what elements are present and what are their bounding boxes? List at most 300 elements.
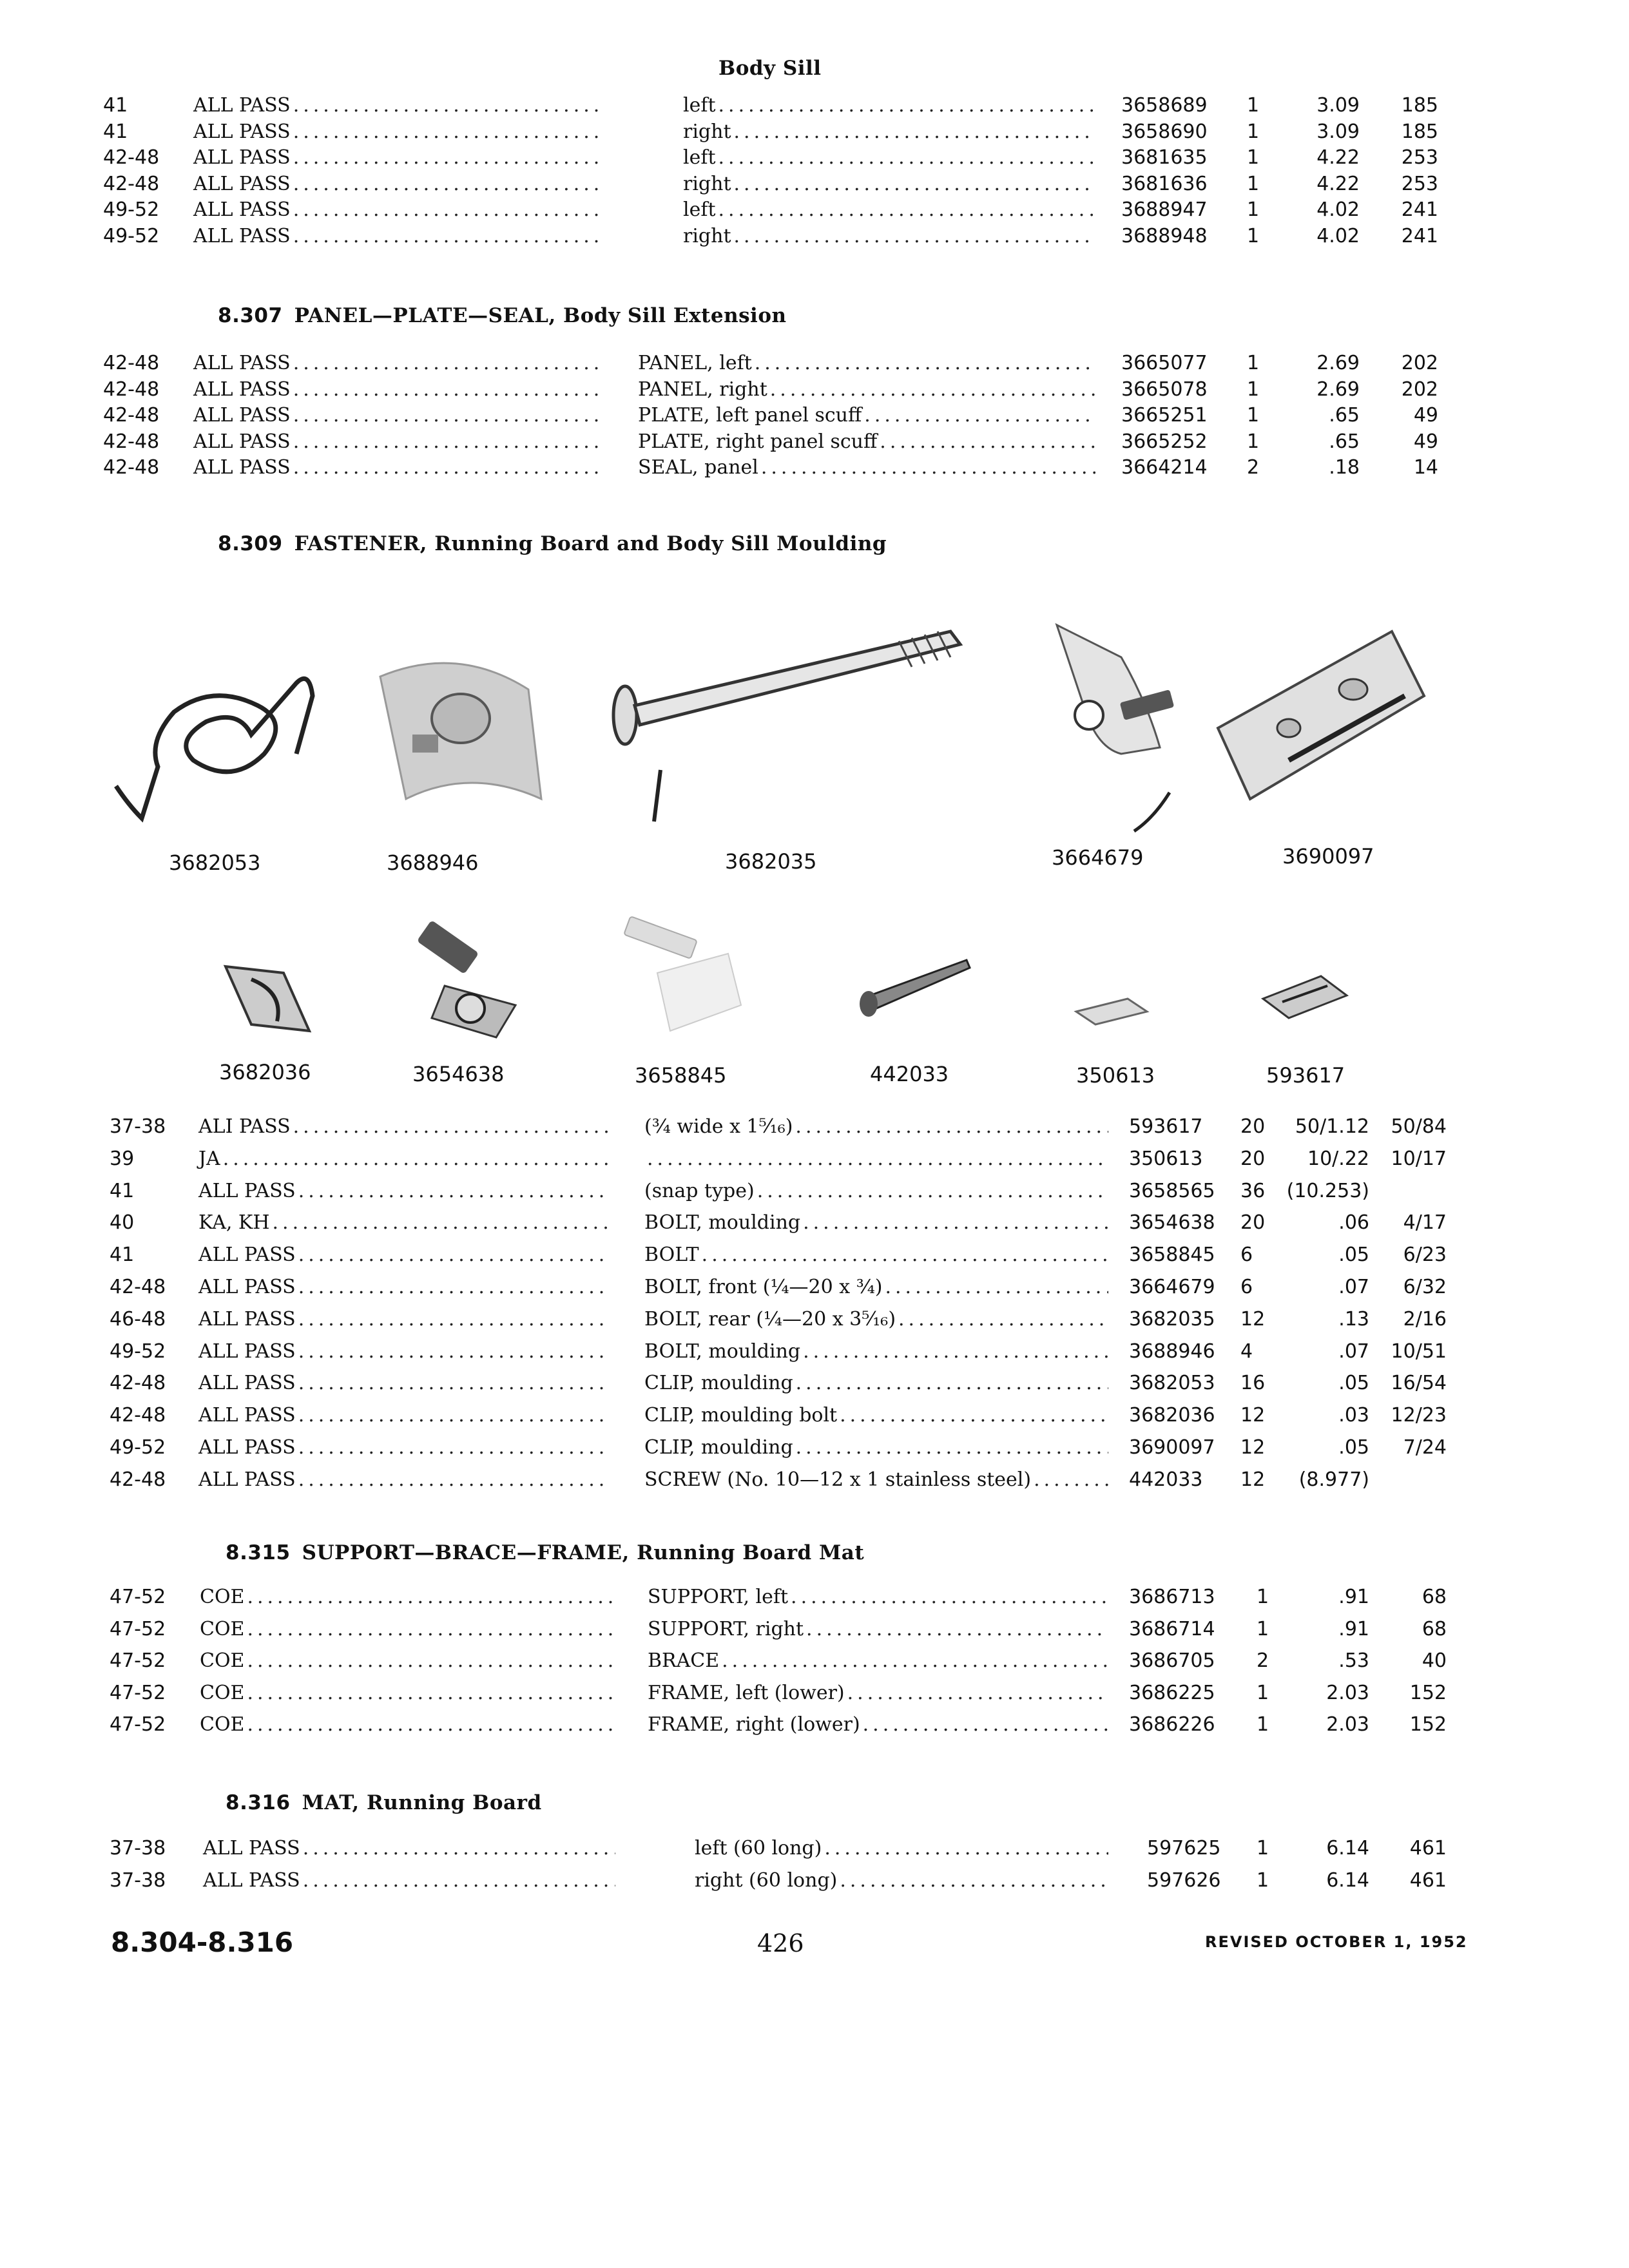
part-number-cell: 3681635 — [1121, 146, 1208, 169]
model-cell: COE — [200, 1586, 245, 1608]
leader-dots — [273, 1209, 609, 1236]
description-cell: BOLT, rear (¼—20 x 3⁵⁄₁₆) — [644, 1307, 896, 1331]
price-cell: .65 — [1329, 430, 1360, 453]
part-number-cell: 3688946 — [1129, 1340, 1215, 1363]
quantity-cell: 1 — [1247, 120, 1260, 143]
table-row — [0, 1209, 1629, 1236]
table-row — [0, 1274, 1629, 1301]
description-cell: right — [683, 172, 731, 195]
leader-dots — [795, 1113, 1108, 1140]
table-row — [0, 1867, 1629, 1894]
weight-cell: 253 — [1401, 146, 1438, 169]
table-row — [0, 1466, 1629, 1494]
quantity-cell: 12 — [1240, 1307, 1266, 1331]
year-cell: 41 — [110, 1179, 135, 1202]
section-number: 8.316 — [226, 1791, 291, 1814]
fastener-caption: 442033 — [870, 1062, 949, 1086]
leader-dots — [293, 428, 602, 456]
year-cell: 49-52 — [103, 225, 160, 247]
section-title: MAT, Running Board — [302, 1791, 542, 1814]
leader-dots — [803, 1338, 1108, 1365]
leader-dots — [298, 1434, 609, 1461]
quantity-cell: 4 — [1240, 1340, 1253, 1363]
table-row — [0, 350, 1629, 377]
price-cell: 2.03 — [1326, 1713, 1369, 1736]
year-cell: 49-52 — [103, 198, 160, 222]
table-row — [0, 144, 1629, 171]
leader-dots — [247, 1648, 615, 1675]
leader-dots — [863, 1711, 1108, 1738]
table-row — [0, 1242, 1629, 1269]
description-cell: PLATE, right panel scuff — [638, 430, 878, 453]
part-number-cell: 3682036 — [1129, 1404, 1215, 1427]
model-cell: ALL PASS — [198, 1372, 296, 1395]
weight-cell: 16/54 — [1391, 1372, 1447, 1395]
leader-dots — [734, 119, 1095, 146]
price-cell: .13 — [1338, 1307, 1369, 1331]
leader-dots — [824, 1835, 1108, 1862]
model-cell: ALL PASS — [198, 1404, 296, 1427]
weight-cell: 461 — [1409, 1869, 1447, 1892]
table-row — [0, 197, 1629, 224]
price-cell: (8.977) — [1298, 1468, 1369, 1491]
quantity-cell: 6 — [1240, 1244, 1253, 1267]
table-row — [0, 171, 1629, 198]
part-number-cell: 442033 — [1129, 1468, 1203, 1491]
quantity-cell: 1 — [1247, 430, 1260, 453]
footer-section-range: 8.304-8.316 — [111, 1927, 294, 1958]
quantity-cell: 1 — [1247, 172, 1260, 195]
weight-cell: 2/16 — [1403, 1307, 1447, 1331]
leader-dots — [247, 1680, 615, 1707]
fastener-caption: 3688946 — [387, 850, 479, 875]
year-cell: 42-48 — [103, 146, 160, 169]
weight-cell: 50/84 — [1391, 1115, 1447, 1138]
leader-dots — [298, 1370, 609, 1397]
leader-dots — [840, 1867, 1108, 1894]
model-cell: ALL PASS — [198, 1179, 296, 1202]
weight-cell: 202 — [1401, 378, 1438, 401]
leader-dots — [293, 119, 602, 146]
model-cell: ALL PASS — [198, 1340, 296, 1363]
year-cell: 40 — [110, 1211, 135, 1235]
fastener-caption: 3690097 — [1282, 844, 1374, 869]
year-cell: 42-48 — [103, 404, 160, 427]
description-cell: BOLT, moulding — [644, 1211, 801, 1235]
section-heading-8309 — [218, 532, 887, 555]
model-cell: ALL PASS — [193, 94, 291, 117]
part-number-cell: 3658845 — [1129, 1244, 1215, 1267]
price-cell: .07 — [1338, 1340, 1369, 1363]
table-row — [0, 454, 1629, 481]
bolt-clip-illustration — [213, 947, 329, 1044]
leader-dots — [864, 402, 1095, 429]
description-cell: FRAME, left (lower) — [648, 1681, 845, 1704]
moulding-bolt-illustration — [367, 638, 548, 825]
part-number-cell: 350613 — [1129, 1147, 1203, 1170]
model-cell: ALL PASS — [193, 172, 291, 195]
wire-clip-illustration — [103, 644, 322, 838]
price-cell: .05 — [1338, 1244, 1369, 1267]
price-cell: 4.02 — [1316, 198, 1360, 222]
model-cell: ALL PASS — [198, 1276, 296, 1298]
weight-cell: 185 — [1401, 94, 1438, 117]
price-cell: 50/1.12 — [1295, 1115, 1369, 1138]
stainless-screw-illustration — [851, 947, 979, 1024]
price-cell: .07 — [1338, 1276, 1369, 1298]
part-number-cell: 3686226 — [1129, 1713, 1215, 1736]
leader-dots — [647, 1146, 1108, 1173]
model-cell: COE — [200, 1649, 245, 1672]
section-title: SUPPORT—BRACE—FRAME, Running Board Mat — [302, 1541, 865, 1564]
weight-cell: 152 — [1409, 1681, 1447, 1704]
leader-dots — [885, 1274, 1108, 1301]
year-cell: 46-48 — [110, 1307, 166, 1331]
year-cell: 42-48 — [110, 1276, 166, 1298]
section-number: 8.307 — [218, 304, 283, 327]
description-cell: SCREW (No. 10—12 x 1 stainless steel) — [644, 1468, 1032, 1491]
leader-dots — [303, 1867, 615, 1894]
model-cell: ALL PASS — [193, 456, 291, 479]
quantity-cell: 1 — [1247, 94, 1260, 117]
weight-cell: 49 — [1413, 404, 1438, 427]
moulding-bolt-40-illustration — [406, 921, 522, 1044]
year-cell: 42-48 — [103, 430, 160, 453]
quantity-cell: 1 — [1247, 225, 1260, 247]
leader-dots — [770, 376, 1095, 403]
weight-cell: 4/17 — [1403, 1211, 1447, 1235]
year-cell: 42-48 — [103, 456, 160, 479]
table-row — [0, 1616, 1629, 1643]
price-cell: .53 — [1338, 1649, 1369, 1672]
part-number-cell: 3688948 — [1121, 225, 1208, 247]
leader-dots — [734, 171, 1095, 198]
quantity-cell: 16 — [1240, 1372, 1266, 1395]
quantity-cell: 1 — [1257, 1681, 1269, 1704]
year-cell: 49-52 — [110, 1340, 166, 1363]
leader-dots — [796, 1434, 1108, 1461]
part-number-cell: 3688947 — [1121, 198, 1208, 222]
quantity-cell: 1 — [1257, 1713, 1269, 1736]
part-number-cell: 3690097 — [1129, 1436, 1215, 1459]
price-cell: .18 — [1329, 456, 1360, 479]
leader-dots — [796, 1370, 1108, 1397]
leader-dots — [1034, 1466, 1108, 1494]
weight-cell: 10/17 — [1391, 1147, 1447, 1170]
table-row — [0, 223, 1629, 250]
fastener-caption: 3658845 — [635, 1063, 727, 1088]
quantity-cell: 1 — [1247, 404, 1260, 427]
clip-350613-illustration — [1070, 986, 1153, 1031]
bolt-41-illustration — [619, 908, 747, 1044]
leader-dots — [247, 1584, 615, 1611]
leader-dots — [840, 1402, 1108, 1429]
quantity-cell: 1 — [1257, 1837, 1269, 1860]
price-cell: 2.69 — [1316, 352, 1360, 374]
fastener-caption: 3682053 — [169, 850, 261, 875]
part-number-cell: 3664679 — [1129, 1276, 1215, 1298]
leader-dots — [791, 1584, 1108, 1611]
quantity-cell: 20 — [1240, 1115, 1266, 1138]
weight-cell: 202 — [1401, 352, 1438, 374]
table-row — [0, 1434, 1629, 1461]
leader-dots — [718, 144, 1095, 171]
table-row — [0, 1146, 1629, 1173]
weight-cell: 49 — [1413, 430, 1438, 453]
year-cell: 42-48 — [110, 1468, 166, 1491]
price-cell: 4.02 — [1316, 225, 1360, 247]
fastener-caption: 3682035 — [725, 849, 817, 874]
revision-date: REVISED OCTOBER 1, 1952 — [1205, 1933, 1468, 1951]
weight-cell: 6/32 — [1403, 1276, 1447, 1298]
year-cell: 37-38 — [110, 1869, 166, 1892]
part-number-cell: 3686713 — [1129, 1586, 1215, 1608]
table-row — [0, 1113, 1629, 1140]
leader-dots — [293, 1113, 609, 1140]
part-number-cell: 3665078 — [1121, 378, 1208, 401]
description-cell: BOLT, moulding — [644, 1340, 801, 1363]
description-cell: SUPPORT, left — [648, 1586, 789, 1608]
section-heading-8315 — [226, 1541, 864, 1564]
description-cell: BOLT — [644, 1244, 699, 1267]
fastener-caption: 350613 — [1076, 1063, 1155, 1088]
description-cell: right — [683, 225, 731, 247]
model-cell: ALL PASS — [198, 1436, 296, 1459]
leader-dots — [757, 1178, 1108, 1205]
quantity-cell: 1 — [1247, 146, 1260, 169]
price-cell: .06 — [1338, 1211, 1369, 1235]
quantity-cell: 1 — [1247, 378, 1260, 401]
table-row — [0, 1680, 1629, 1707]
year-cell: 42-48 — [103, 352, 160, 374]
leader-dots — [293, 197, 602, 224]
year-cell: 41 — [103, 94, 128, 117]
weight-cell: 40 — [1422, 1649, 1447, 1672]
description-cell: left (60 long) — [695, 1837, 822, 1860]
description-cell: SUPPORT, right — [648, 1617, 804, 1640]
year-cell: 47-52 — [110, 1649, 166, 1672]
quantity-cell: 1 — [1257, 1869, 1269, 1892]
section-title: PANEL—PLATE—SEAL, Body Sill Extension — [294, 304, 787, 327]
clip-593617-illustration — [1257, 966, 1353, 1024]
weight-cell: 253 — [1401, 172, 1438, 195]
price-cell: .91 — [1338, 1586, 1369, 1608]
leader-dots — [298, 1466, 609, 1494]
leader-dots — [293, 376, 602, 403]
front-bolt-illustration — [1044, 619, 1218, 838]
table-row — [0, 402, 1629, 429]
description-cell: PANEL, left — [638, 352, 752, 374]
weight-cell: 185 — [1401, 120, 1438, 143]
year-cell: 47-52 — [110, 1681, 166, 1704]
section-heading-8316 — [226, 1791, 542, 1814]
quantity-cell: 2 — [1247, 456, 1260, 479]
part-number-cell: 597626 — [1147, 1869, 1221, 1892]
leader-dots — [298, 1274, 609, 1301]
description-cell: (snap type) — [644, 1179, 755, 1202]
table-row — [0, 428, 1629, 456]
year-cell: 37-38 — [110, 1837, 166, 1860]
quantity-cell: 12 — [1240, 1404, 1266, 1427]
year-cell: 42-48 — [103, 378, 160, 401]
price-cell: 3.09 — [1316, 94, 1360, 117]
description-cell: (¾ wide x 1⁵⁄₁₆) — [644, 1115, 793, 1138]
model-cell: ALL PASS — [193, 378, 291, 401]
part-number-cell: 3664214 — [1121, 456, 1208, 479]
model-cell: COE — [200, 1681, 245, 1704]
section-number: 8.315 — [226, 1541, 291, 1564]
leader-dots — [702, 1242, 1108, 1269]
weight-cell: 10/51 — [1391, 1340, 1447, 1363]
part-number-cell: 3686225 — [1129, 1681, 1215, 1704]
table-row — [0, 1835, 1629, 1862]
description-cell: left — [683, 198, 716, 222]
description-cell: left — [683, 94, 716, 117]
leader-dots — [734, 223, 1095, 250]
section-title: FASTENER, Running Board and Body Sill Moulding — [294, 532, 887, 555]
table-row — [0, 1584, 1629, 1611]
model-cell: ALL PASS — [203, 1837, 300, 1860]
year-cell: 42-48 — [110, 1404, 166, 1427]
model-cell: ALL PASS — [193, 198, 291, 222]
description-cell: CLIP, moulding — [644, 1436, 793, 1459]
model-cell: ALL PASS — [198, 1244, 296, 1267]
model-cell: ALL PASS — [198, 1468, 296, 1491]
price-cell: 2.69 — [1316, 378, 1360, 401]
model-cell: COE — [200, 1713, 245, 1736]
weight-cell: 461 — [1409, 1837, 1447, 1860]
section-number: 8.309 — [218, 532, 283, 555]
leader-dots — [718, 197, 1095, 224]
leader-dots — [293, 350, 602, 377]
leader-dots — [298, 1242, 609, 1269]
model-cell: ALL PASS — [193, 352, 291, 374]
year-cell: 49-52 — [110, 1436, 166, 1459]
description-cell: FRAME, right (lower) — [648, 1713, 860, 1736]
weight-cell: 152 — [1409, 1713, 1447, 1736]
price-cell: 4.22 — [1316, 172, 1360, 195]
description-cell: SEAL, panel — [638, 456, 758, 479]
weight-cell: 12/23 — [1391, 1404, 1447, 1427]
description-cell: CLIP, moulding — [644, 1372, 793, 1395]
year-cell: 37-38 — [110, 1115, 166, 1138]
fastener-caption: 3664679 — [1052, 845, 1144, 870]
quantity-cell: 1 — [1247, 352, 1260, 374]
price-cell: 2.03 — [1326, 1681, 1369, 1704]
table-row — [0, 1306, 1629, 1333]
fastener-caption: 3682036 — [219, 1060, 311, 1084]
description-cell: left — [683, 146, 716, 169]
leader-dots — [293, 171, 602, 198]
table-row — [0, 119, 1629, 146]
year-cell: 42-48 — [103, 172, 160, 195]
quantity-cell: 6 — [1240, 1276, 1253, 1298]
table-row — [0, 1178, 1629, 1205]
leader-dots — [880, 428, 1095, 456]
year-cell: 47-52 — [110, 1713, 166, 1736]
leader-dots — [247, 1711, 615, 1738]
model-cell: ALL PASS — [203, 1869, 300, 1892]
price-cell: .91 — [1338, 1617, 1369, 1640]
part-number-cell: 3658689 — [1121, 94, 1208, 117]
leader-dots — [298, 1402, 609, 1429]
part-number-cell: 3682035 — [1129, 1307, 1215, 1331]
part-number-cell: 593617 — [1129, 1115, 1203, 1138]
part-number-cell: 3665251 — [1121, 404, 1208, 427]
price-cell: 6.14 — [1326, 1837, 1369, 1860]
model-cell: ALL PASS — [193, 225, 291, 247]
weight-cell: 68 — [1422, 1586, 1447, 1608]
price-cell: .05 — [1338, 1436, 1369, 1459]
price-cell: 10/.22 — [1307, 1147, 1369, 1170]
model-cell: ALL PASS — [193, 404, 291, 427]
leader-dots — [223, 1146, 609, 1173]
model-cell: KA, KH — [198, 1211, 270, 1235]
description-cell: right (60 long) — [695, 1869, 838, 1892]
quantity-cell: 36 — [1240, 1179, 1266, 1202]
leader-dots — [803, 1209, 1108, 1236]
weight-cell: 6/23 — [1403, 1244, 1447, 1267]
description-cell: PANEL, right — [638, 378, 767, 401]
leader-dots — [898, 1306, 1108, 1333]
table-row — [0, 1338, 1629, 1365]
part-number-cell: 3682053 — [1129, 1372, 1215, 1395]
price-cell: .05 — [1338, 1372, 1369, 1395]
model-cell: ALL PASS — [193, 120, 291, 143]
leader-dots — [298, 1178, 609, 1205]
long-rear-bolt-illustration — [590, 609, 976, 834]
table-row — [0, 92, 1629, 119]
leader-dots — [293, 144, 602, 171]
year-cell: 39 — [110, 1147, 135, 1170]
year-cell: 41 — [110, 1244, 135, 1267]
leader-dots — [847, 1680, 1108, 1707]
part-number-cell: 3654638 — [1129, 1211, 1215, 1235]
page-number: 426 — [757, 1929, 804, 1957]
description-cell: BOLT, front (¼—20 x ¾) — [644, 1276, 883, 1298]
section-heading-8307 — [218, 304, 787, 327]
table-row — [0, 1370, 1629, 1397]
description-cell: right — [683, 120, 731, 143]
leader-dots — [293, 92, 602, 119]
model-cell: ALI PASS — [198, 1115, 291, 1138]
part-number-cell: 3665252 — [1121, 430, 1208, 453]
quantity-cell: 20 — [1240, 1211, 1266, 1235]
model-cell: COE — [200, 1617, 245, 1640]
leader-dots — [247, 1616, 615, 1643]
leader-dots — [761, 454, 1095, 481]
table-row — [0, 1648, 1629, 1675]
part-number-cell: 3686705 — [1129, 1649, 1215, 1672]
quantity-cell: 2 — [1257, 1649, 1269, 1672]
year-cell: 42-48 — [110, 1372, 166, 1395]
price-cell: .03 — [1338, 1404, 1369, 1427]
leader-dots — [298, 1338, 609, 1365]
price-cell: 3.09 — [1316, 120, 1360, 143]
price-cell: (10.253) — [1286, 1179, 1369, 1202]
quantity-cell: 1 — [1247, 198, 1260, 222]
model-cell: JA — [198, 1147, 220, 1170]
leader-dots — [298, 1306, 609, 1333]
leader-dots — [722, 1648, 1108, 1675]
quantity-cell: 20 — [1240, 1147, 1266, 1170]
part-number-cell: 3665077 — [1121, 352, 1208, 374]
price-cell: .65 — [1329, 404, 1360, 427]
fastener-caption: 3654638 — [412, 1062, 505, 1086]
quantity-cell: 1 — [1257, 1617, 1269, 1640]
weight-cell: 68 — [1422, 1617, 1447, 1640]
weight-cell: 7/24 — [1403, 1436, 1447, 1459]
